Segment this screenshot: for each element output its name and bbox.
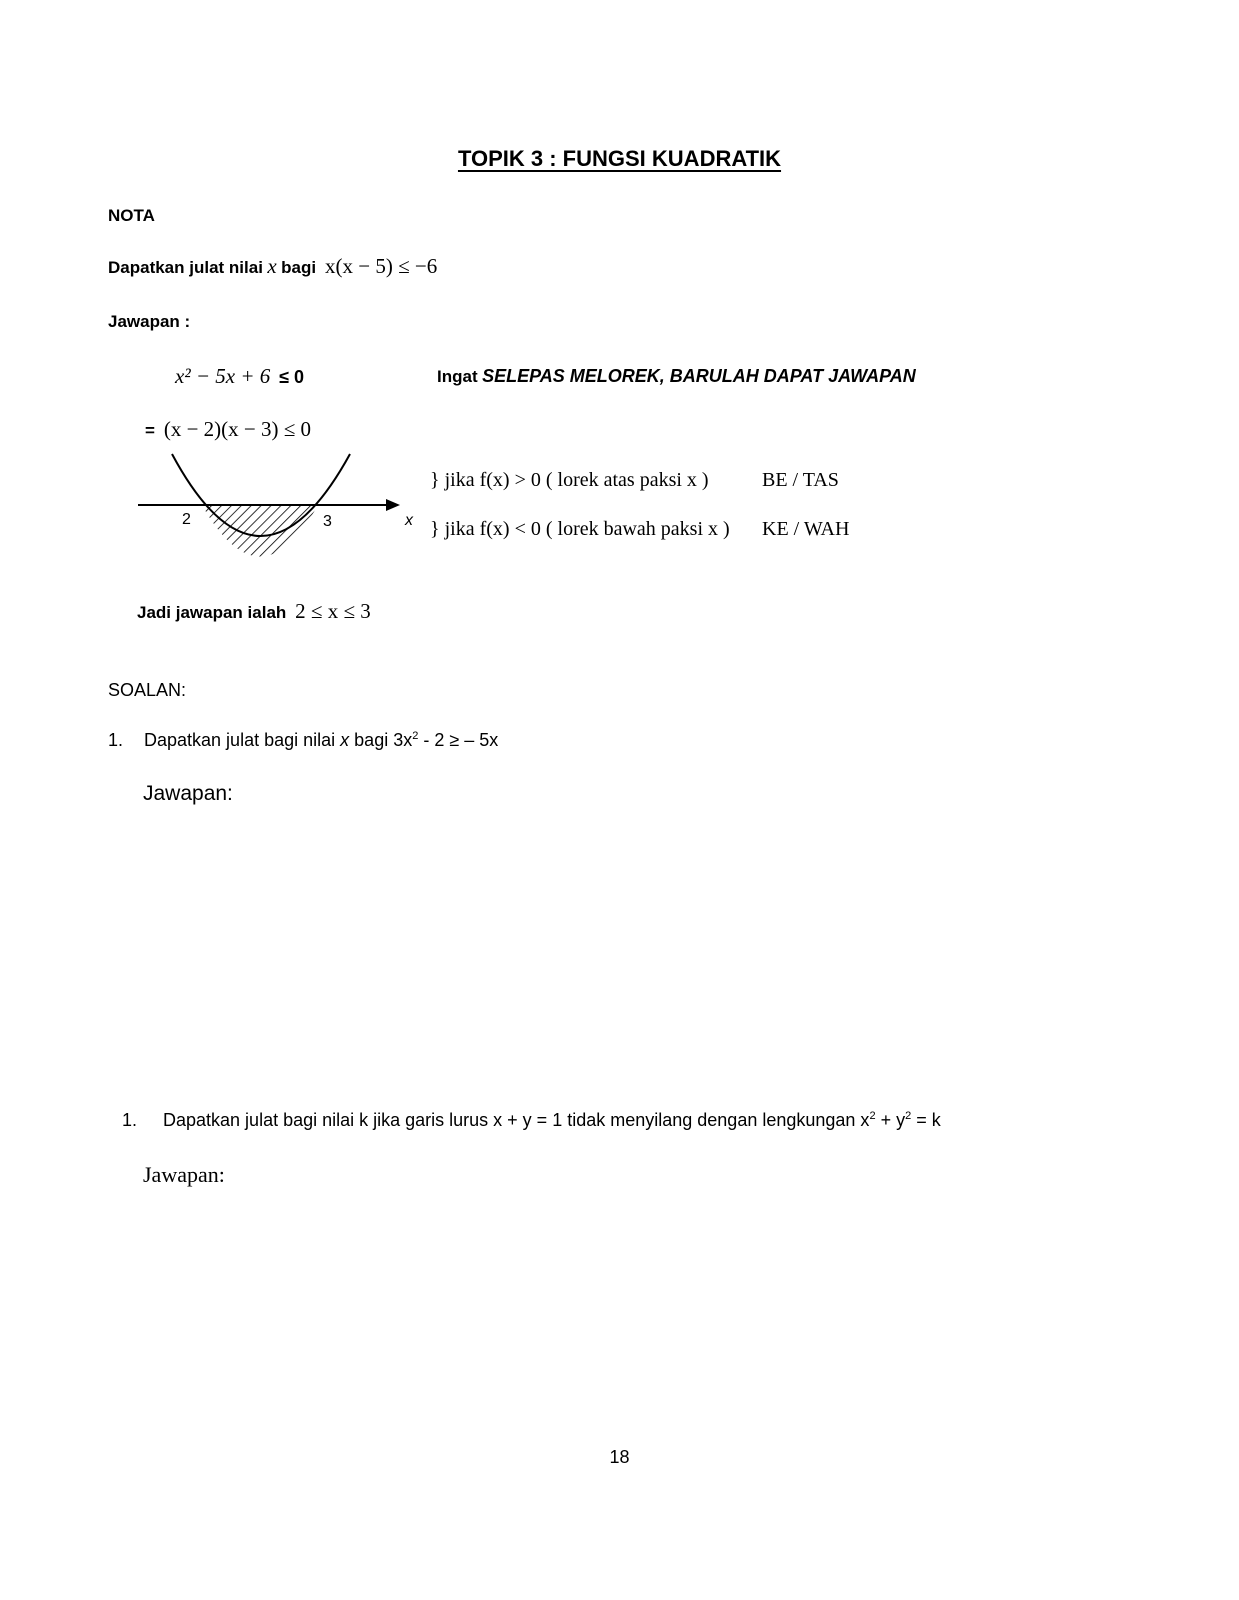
jawapan-label: Jawapan : [108, 312, 191, 331]
question-2-answer-label: Jawapan: [143, 1162, 225, 1187]
root-left-label: 2 [182, 511, 191, 528]
conclusion: Jadi jawapan ialah 2 ≤ x ≤ 3 [137, 599, 371, 623]
question-1-answer-label: Jawapan: [143, 782, 233, 805]
page-title: TOPIK 3 : FUNGSI KUADRATIK [457, 146, 782, 171]
parabola-graph [130, 448, 430, 558]
root-right-label: 3 [323, 513, 332, 530]
rule-row-negative: } jika f(x) < 0 ( lorek bawah paksi x ) [430, 518, 730, 540]
ingat-note: Ingat SELEPAS MELOREK, BARULAH DAPAT JAWAPAN [437, 366, 916, 386]
page-number: 18 [609, 1447, 630, 1467]
rule-row-positive: } jika f(x) > 0 ( lorek atas paksi x ) [430, 469, 709, 491]
nota-heading: NOTA [108, 206, 155, 225]
nota-question: Dapatkan julat nilai x bagi x(x − 5) ≤ −6 [108, 254, 438, 278]
rule-mnemonic-positive: BE / TAS [762, 469, 839, 491]
question-2-text: Dapatkan julat bagi nilai k jika garis lurus x + y = 1 tidak menyilang dengan lengkungan $x^2 + y^2 = k$ [163, 1110, 941, 1130]
shaded-region [202, 505, 318, 557]
step1-expression: x² − 5x + 6 ≤ 0 [175, 364, 305, 388]
question-2-number: 1. [122, 1110, 138, 1130]
x-axis-label: x [405, 512, 413, 529]
rule-mnemonic-negative: KE / WAH [762, 518, 850, 540]
soalan-heading: SOALAN: [108, 680, 187, 700]
question-1-text: Dapatkan julat bagi nilai x bagi $3x^2 - 2$ ≥ – 5x [144, 730, 499, 750]
x-axis-arrow [386, 499, 400, 511]
step2-expression: = (x − 2)(x − 3) ≤ 0 [145, 417, 312, 441]
question-1-number: 1. [108, 730, 124, 750]
